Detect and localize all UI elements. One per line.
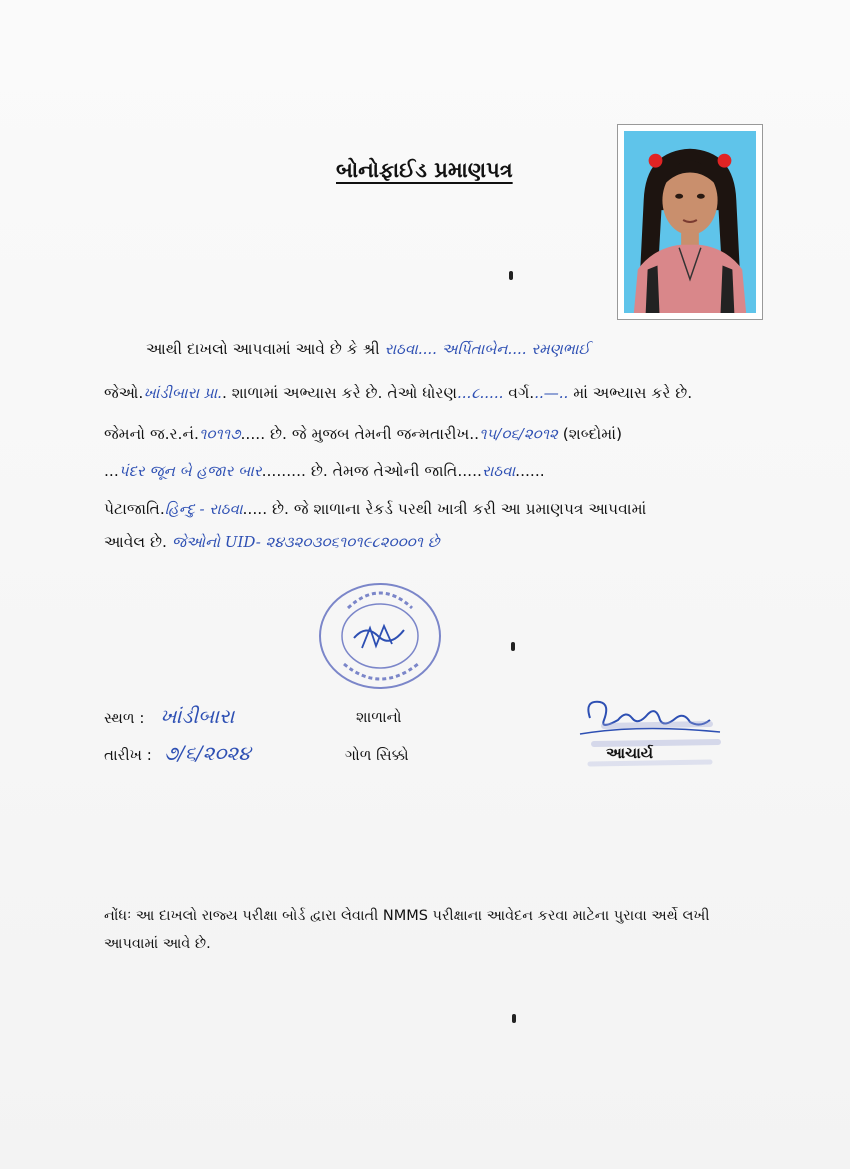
principal-signature	[560, 690, 730, 782]
place-label: સ્થળ :	[104, 709, 145, 727]
line-2-text-d: માં અભ્યાસ કરે છે.	[568, 384, 693, 402]
line-1-text: આથી દાખલો આપવામાં આવે છે કે શ્રી	[146, 340, 380, 358]
line-2-text-a: જેઓ.	[104, 384, 144, 402]
principal-label: આચાર્ય	[606, 744, 654, 762]
scan-mark	[509, 271, 513, 280]
student-photo	[617, 124, 763, 320]
scan-mark	[512, 1014, 516, 1023]
certificate-title: બોનોફાઈડ પ્રમાણપત્ર	[336, 158, 513, 182]
register-number: ૧૦૧૧૭	[198, 425, 241, 443]
line-6-text-a: આવેલ છે.	[104, 533, 172, 551]
line-3-text-b: ..... છે. જે મુજબ તેમની જન્મતારીખ..	[240, 425, 480, 443]
seal-label-line-2: ગોળ સિક્કો	[345, 746, 409, 764]
school-seal	[318, 578, 448, 698]
line-5-text-b: ..... છે. જે શાળાના રેકર્ડ પરથી ખાત્રી કરી આ પ્રમાણપત્ર આપવામાં	[242, 500, 647, 518]
certificate-line-1	[146, 338, 836, 360]
scan-mark	[511, 642, 515, 651]
certificate-line-6	[104, 531, 794, 553]
class-value: ..—..	[534, 384, 569, 402]
birth-date: ૧૫/૦૬/૨૦૧૨	[479, 425, 558, 443]
certificate-line-4	[104, 460, 794, 482]
uid-value: જેઓનો UID- ૨૪૩૨૦૩૦૬૧૦૧૯૮૨૦૦૦૧ છે	[171, 533, 440, 551]
seal-label-line-1: શાળાનો	[356, 708, 402, 726]
line-4-text-c: ......	[515, 462, 545, 480]
certificate-line-2	[104, 382, 794, 404]
note-text: નોંધઃ આ દાખલો રાજ્ય પરીક્ષા બોર્ડ દ્વારા લેવાતી NMMS પરીક્ષાના આવેદન કરવા માટેના પુરાવા અર્થે લખી આપવામાં આવે છે.	[104, 908, 710, 952]
standard-value: ...૮.....	[456, 384, 504, 402]
line-3-text-c: (શબ્દોમાં)	[557, 425, 623, 443]
line-4-text-a: ...	[104, 462, 119, 480]
date-label: તારીખ :	[104, 746, 152, 764]
certificate-line-5	[104, 498, 794, 520]
line-4-text-b: ......... છે. તેમજ તેઓની જાતિ.....	[261, 462, 482, 480]
line-2-text-b: . શાળામાં અભ્યાસ કરે છે. તેઓ ધોરણ	[221, 384, 457, 402]
line-3-text-a: જેમનો જ.ર.નં.	[104, 425, 199, 443]
subcaste-value: હિન્દુ - રાઠવા	[164, 500, 243, 518]
line-5-text-a: પેટાજાતિ.	[104, 500, 165, 518]
line-2-text-c: વર્ગ.	[503, 384, 535, 402]
school-name: ખાંડીબારા પ્રા.	[143, 384, 222, 402]
birth-date-words: પંદર જૂન બે હજાર બાર	[118, 462, 262, 480]
place-value: ખાંડીબારા	[160, 704, 235, 728]
caste-value: રાઠવા	[481, 462, 516, 480]
certificate-line-3	[104, 423, 794, 445]
student-name: રાઠવા.... અર્પિતાબેન.... રમણભાઈ	[384, 340, 591, 358]
date-value: ૭/૬/૨૦૨૪	[164, 741, 251, 765]
